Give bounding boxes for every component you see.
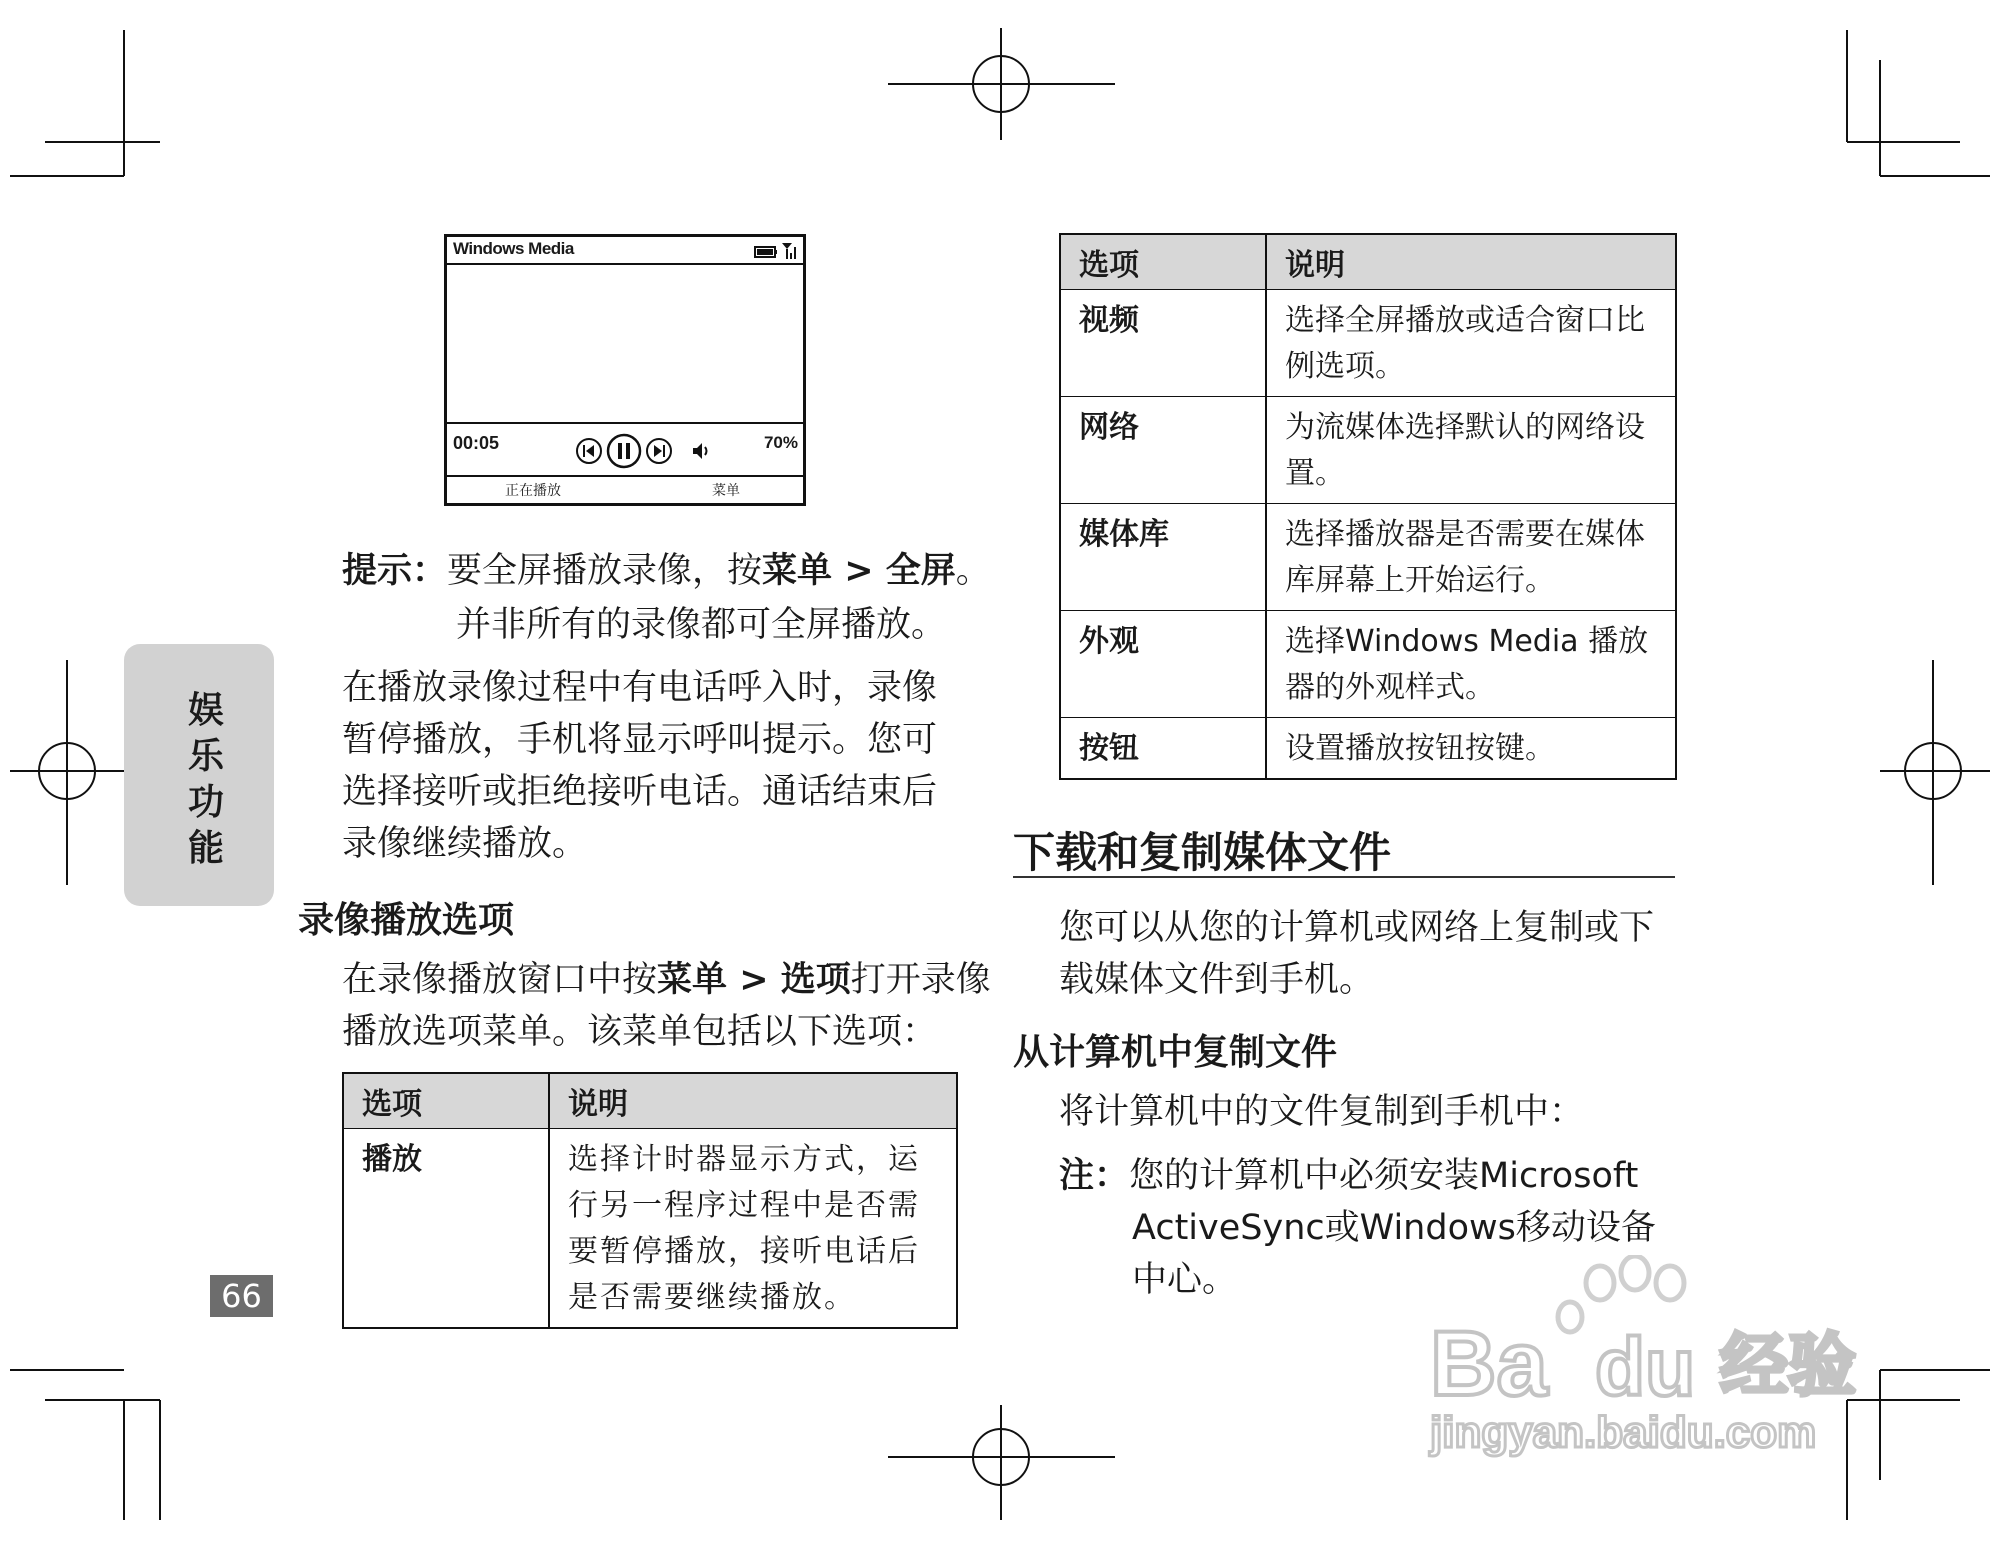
right-para-line-1: 您可以从您的计算机或网络上复制或下 (1059, 908, 1655, 948)
option-cell: 视频 (1060, 290, 1266, 397)
para-options-1: 在录像播放窗口中按菜单 > 选项打开录像 (342, 960, 991, 1000)
table-header-option: 选项 (343, 1073, 549, 1129)
pause-icon (608, 435, 640, 467)
next-track-icon (647, 439, 671, 463)
para-incoming-call-1: 在播放录像过程中有电话呼入时，录像 (342, 668, 938, 708)
watermark-brand-du: du (1595, 1322, 1696, 1413)
watermark-brand-ba: Ba (1430, 1313, 1548, 1415)
softkey-menu: 菜单 (712, 482, 740, 498)
subheading-copy-from-computer: 从计算机中复制文件 (1013, 1031, 1338, 1073)
watermark-brand-jingyan: 经验 (1720, 1328, 1857, 1404)
softkey-now-playing: 正在播放 (505, 482, 561, 498)
table-row (1060, 718, 1676, 780)
chapter-side-tab (124, 644, 274, 906)
option-cell: 媒体库 (1060, 504, 1266, 611)
section-title-download-copy: 下载和复制媒体文件 (1013, 828, 1392, 877)
option-cell: 外观 (1060, 611, 1266, 718)
settings-options-table (1059, 233, 1677, 780)
table-row (1060, 504, 1676, 611)
description-cell: 选择计时器显示方式，运行另一程序过程中是否需要暂停播放，接听电话后是否需要继续播放。 (549, 1129, 957, 1329)
signal-icon (782, 243, 796, 259)
tip-line-2: 并非所有的录像都可全屏播放。 (456, 605, 947, 645)
right-para2: 将计算机中的文件复制到手机中： (1059, 1092, 1585, 1132)
table-header-option: 选项 (1060, 234, 1266, 290)
option-cell: 网络 (1060, 397, 1266, 504)
table-row (343, 1129, 957, 1329)
playback-time: 00:05 (453, 433, 500, 453)
note-line-3: 中心。 (1132, 1260, 1238, 1300)
para-incoming-call-4: 录像继续播放。 (342, 824, 588, 864)
description-cell: 设置播放按钮按键。 (1266, 718, 1676, 780)
phone-screenshot (444, 234, 806, 506)
previous-track-icon (577, 439, 601, 463)
paw-icon (1558, 1256, 1684, 1332)
description-cell: 为流媒体选择默认的网络设置。 (1266, 397, 1676, 504)
volume-level: 70% (763, 433, 798, 452)
description-cell: 选择全屏播放或适合窗口比例选项。 (1266, 290, 1676, 397)
page-number: 66 (210, 1275, 273, 1317)
phone-app-title: Windows Media (453, 239, 574, 258)
note-line-1: 注：您的计算机中必须安装Microsoft (1059, 1156, 1639, 1196)
chapter-title: 娱乐功能 (188, 690, 225, 869)
volume-icon (693, 443, 707, 459)
table-row (1060, 611, 1676, 718)
description-cell: 选择播放器是否需要在媒体库屏幕上开始运行。 (1266, 504, 1676, 611)
table-header-description: 说明 (549, 1073, 957, 1129)
option-cell: 按钮 (1060, 718, 1266, 780)
option-cell: 播放 (343, 1129, 549, 1329)
right-para-line-2: 载媒体文件到手机。 (1059, 960, 1375, 1000)
description-cell: 选择Windows Media 播放器的外观样式。 (1266, 611, 1676, 718)
tip-label: 提示： (342, 551, 448, 591)
tip-line-1: 提示：要全屏播放录像，按菜单 > 全屏。 (342, 551, 991, 591)
note-label: 注： (1059, 1156, 1130, 1196)
table-header-description: 说明 (1266, 234, 1676, 290)
section-title-underline (1013, 876, 1675, 878)
watermark-url: jingyan.baidu.com (1430, 1408, 1817, 1457)
table-row (1060, 397, 1676, 504)
para-incoming-call-3: 选择接听或拒绝接听电话。通话结束后 (342, 772, 938, 812)
section-heading-playback-options: 录像播放选项 (298, 899, 515, 941)
phone-status-icons (754, 241, 798, 261)
baidu-watermark (1420, 1255, 1900, 1465)
playback-options-table (342, 1072, 958, 1329)
table-row (1060, 290, 1676, 397)
para-options-2: 播放选项菜单。该菜单包括以下选项： (342, 1012, 938, 1052)
para-incoming-call-2: 暂停播放，手机将显示呼叫提示。您可 (342, 720, 938, 760)
note-line-2: ActiveSync或Windows移动设备 (1132, 1208, 1656, 1248)
playback-controls (575, 433, 715, 469)
